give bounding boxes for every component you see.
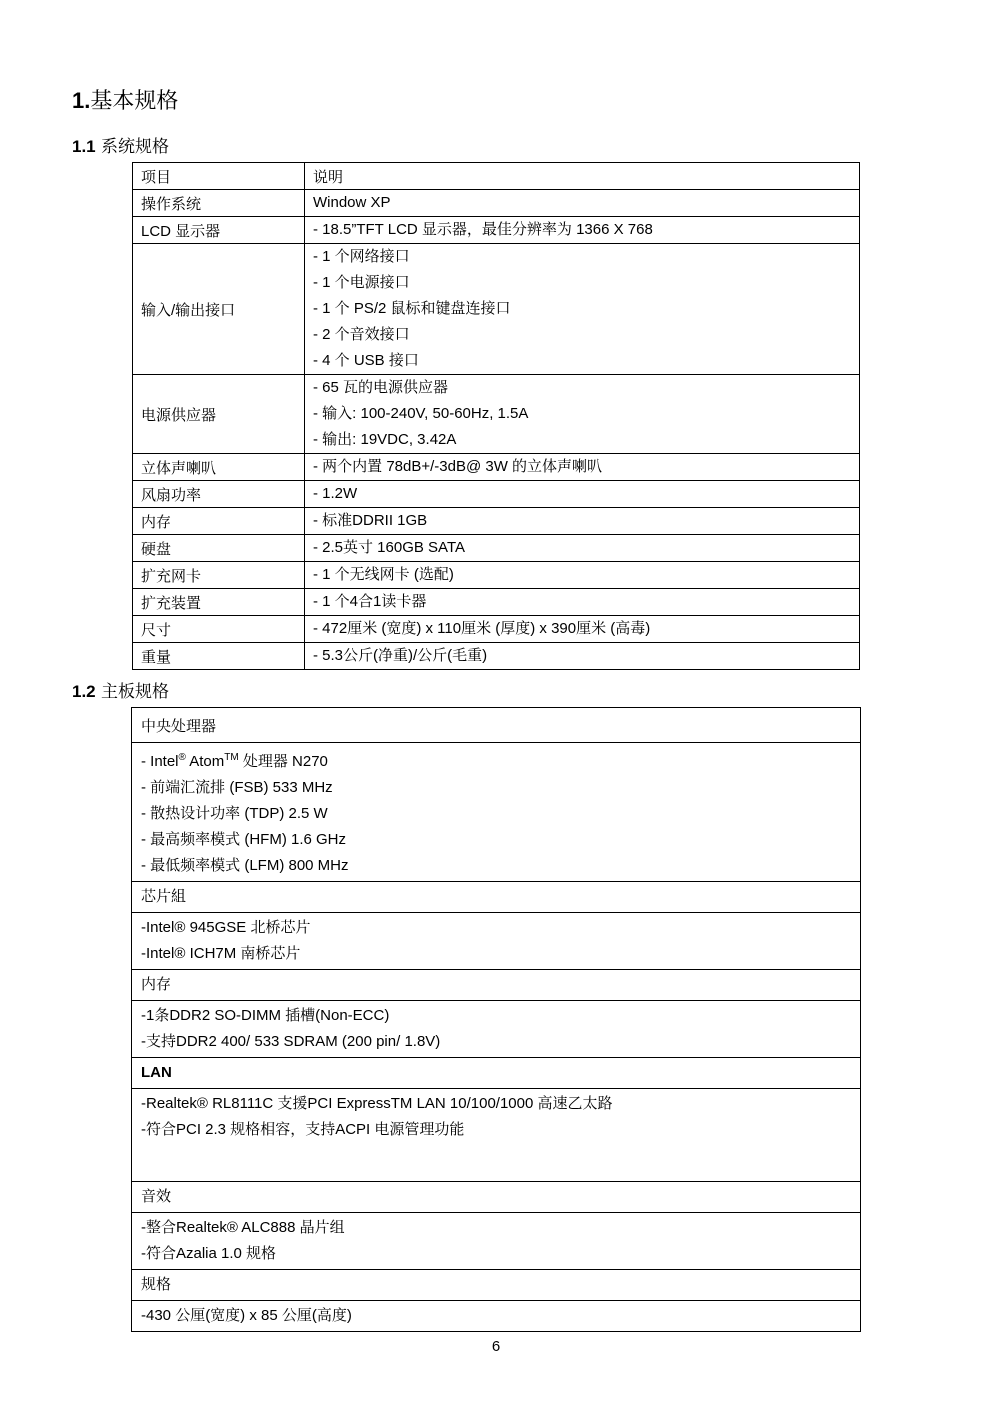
cpu-line: - 散热设计功率 (TDP) 2.5 W — [141, 805, 328, 822]
table-row — [133, 589, 860, 616]
cpu-title: 中央处理器 — [132, 708, 861, 743]
spec-value-line: - 18.5”TFT LCD 显示器，最佳分辨率为 1366 X 768 — [313, 221, 653, 238]
lan-body-row — [132, 1089, 861, 1182]
table-header-row — [133, 163, 860, 190]
memory-body — [132, 1001, 861, 1058]
cpu-line: - 前端汇流排 (FSB) 533 MHz — [141, 779, 333, 796]
spec-item-label: 风扇功率 — [133, 481, 305, 508]
spec-item-label: 电源供应器 — [133, 375, 305, 454]
spec-item-value — [305, 244, 860, 375]
spec-item-value — [305, 508, 860, 535]
section-1-2-heading: 1.2 主板规格 — [72, 682, 170, 702]
chipset-body-row — [132, 913, 861, 970]
table-row — [133, 616, 860, 643]
lan-title: LAN — [132, 1058, 861, 1089]
spec-value-line: - 1 个4合1读卡器 — [313, 593, 427, 610]
spec-line: -430 公厘(宽度) x 85 公厘(高度) — [141, 1307, 352, 1324]
section-1-1-heading: 1.1 系统规格 — [72, 137, 170, 157]
spec-item-value — [305, 217, 860, 244]
lan-title-row — [132, 1058, 861, 1089]
spec-item-label: 尺寸 — [133, 616, 305, 643]
spec-item-label: 内存 — [133, 508, 305, 535]
spec-item-value — [305, 190, 860, 217]
spec-value-line: - 标准DDRII 1GB — [313, 512, 428, 529]
spec-value-line: - 输出: 19VDC, 3.42A — [313, 431, 457, 448]
chipset-line: -Intel® 945GSE 北桥芯片 — [141, 919, 311, 936]
table-row — [133, 508, 860, 535]
cpu-body — [132, 743, 861, 882]
spec-item-label: 输入/输出接口 — [133, 244, 305, 375]
chipset-title: 芯片組 — [132, 882, 861, 913]
memory-title: 内存 — [132, 970, 861, 1001]
lan-body — [132, 1089, 861, 1182]
spec-value-line: - 472厘米 (宽度) x 110厘米 (厚度) x 390厘米 (高毒) — [313, 620, 651, 637]
chipset-body — [132, 913, 861, 970]
system-spec-table — [132, 162, 860, 670]
spec-value-line: - 1 个无线网卡 (选配) — [313, 566, 454, 583]
cpu-line: - 最低频率模式 (LFM) 800 MHz — [141, 857, 349, 874]
spec-value-line: - 2 个音效接口 — [313, 326, 410, 343]
spec-value-line: - 1.2W — [313, 485, 358, 502]
spec-item-label: LCD 显示器 — [133, 217, 305, 244]
spec-value-line: - 2.5英寸 160GB SATA — [313, 539, 465, 556]
spec-item-label: 硬盘 — [133, 535, 305, 562]
cpu-line: - Intel® Atom™ 处理器 N270 — [141, 752, 328, 770]
spec-item-label: 扩充网卡 — [133, 562, 305, 589]
spec-value-line: - 1 个网络接口 — [313, 248, 410, 265]
spec-value-line: - 1 个电源接口 — [313, 274, 410, 291]
spec-item-label: 扩充装置 — [133, 589, 305, 616]
cpu-line: - 最高频率模式 (HFM) 1.6 GHz — [141, 831, 346, 848]
table-row — [133, 217, 860, 244]
spec-item-label: 操作系统 — [133, 190, 305, 217]
table-row — [133, 643, 860, 670]
audio-body — [132, 1213, 861, 1270]
spec-value-line: - 两个内置 78dB+/-3dB@ 3W 的立体声喇叭 — [313, 458, 603, 475]
spec-body — [132, 1301, 861, 1332]
audio-body-row — [132, 1213, 861, 1270]
spec-value-line: - 65 瓦的电源供应器 — [313, 379, 449, 396]
memory-line: -1条DDR2 SO-DIMM 插槽(Non-ECC) — [141, 1007, 390, 1024]
spec-item-value — [305, 562, 860, 589]
spec-item-label: 立体声喇叭 — [133, 454, 305, 481]
spec-title-row — [132, 1270, 861, 1301]
spec-value-line: - 输入: 100-240V, 50-60Hz, 1.5A — [313, 405, 529, 422]
cpu-title-row — [132, 708, 861, 743]
spec-title: 规格 — [132, 1270, 861, 1301]
page-number: 6 — [491, 1338, 501, 1355]
spec-item-label: 重量 — [133, 643, 305, 670]
cpu-body-row — [132, 743, 861, 882]
spec-item-value — [305, 375, 860, 454]
header-item: 项目 — [133, 163, 305, 190]
section-1-heading: 1.基本规格 — [72, 88, 179, 114]
table-row — [133, 562, 860, 589]
header-desc: 说明 — [305, 163, 860, 190]
spec-item-value — [305, 454, 860, 481]
lan-line: -符合PCI 2.3 规格相容，支持ACPI 电源管理功能 — [141, 1121, 465, 1138]
memory-body-row — [132, 1001, 861, 1058]
memory-line: -支持DDR2 400/ 533 SDRAM (200 pin/ 1.8V) — [141, 1033, 441, 1050]
table-row — [133, 190, 860, 217]
lan-line: -Realtek® RL8111C 支援PCI ExpressTM LAN 10/100/1000 高速乙太路 — [141, 1095, 613, 1112]
table-row — [133, 244, 860, 375]
chipset-title-row — [132, 882, 861, 913]
memory-title-row — [132, 970, 861, 1001]
table-row — [133, 481, 860, 508]
audio-line: -整合Realtek® ALC888 晶片组 — [141, 1219, 345, 1236]
audio-title: 音效 — [132, 1182, 861, 1213]
table-row — [133, 375, 860, 454]
spec-body-row — [132, 1301, 861, 1332]
spec-value-line: - 1 个 PS/2 鼠标和键盘连接口 — [313, 300, 511, 317]
spec-value-line: Window XP — [313, 194, 391, 211]
audio-title-row — [132, 1182, 861, 1213]
spec-item-value — [305, 643, 860, 670]
spec-item-value — [305, 616, 860, 643]
spec-item-value — [305, 589, 860, 616]
spec-value-line: - 5.3公斤(净重)/公斤(毛重) — [313, 647, 488, 664]
audio-line: -符合Azalia 1.0 规格 — [141, 1245, 277, 1262]
chipset-line: -Intel® ICH7M 南桥芯片 — [141, 945, 301, 962]
spec-value-line: - 4 个 USB 接口 — [313, 352, 419, 369]
table-row — [133, 454, 860, 481]
mainboard-spec-table — [131, 707, 861, 1332]
table-row — [133, 535, 860, 562]
spec-item-value — [305, 535, 860, 562]
spec-item-value — [305, 481, 860, 508]
